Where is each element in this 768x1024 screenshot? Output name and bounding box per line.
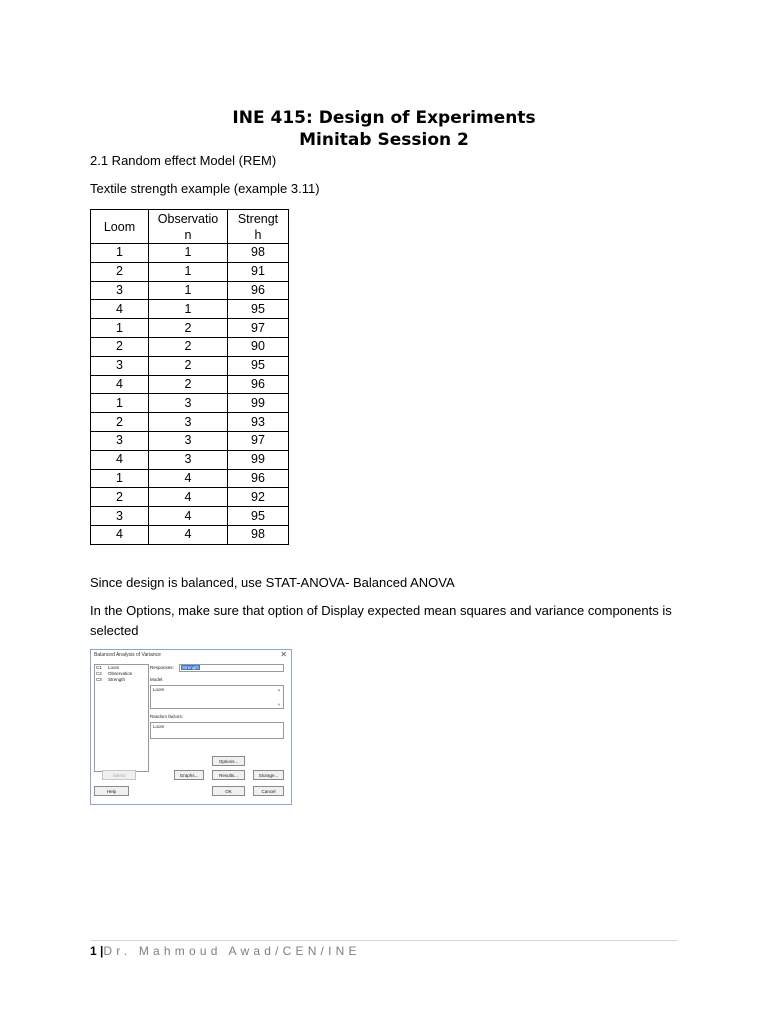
table-row	[91, 281, 289, 300]
close-icon: ✕	[280, 650, 287, 659]
model-label: Model:	[150, 677, 164, 682]
cell-strength: 98	[228, 525, 289, 544]
variable-name: Loom	[108, 665, 120, 670]
variable-name: Observation	[108, 671, 133, 676]
cell-strength: 95	[228, 300, 289, 319]
variable-col: C3	[96, 677, 102, 682]
model-value: Loom	[153, 687, 165, 692]
table-row	[91, 413, 289, 432]
cell-observation: 2	[149, 375, 228, 394]
cell-loom: 1	[91, 319, 149, 338]
footer-divider	[90, 940, 678, 941]
table-row	[91, 262, 289, 281]
cell-strength: 96	[228, 375, 289, 394]
header-loom: Loom	[91, 210, 149, 244]
cell-loom: 1	[91, 469, 149, 488]
cancel-button: Cancel	[253, 786, 284, 796]
model-field	[150, 685, 284, 709]
responses-label: Responses:	[150, 665, 174, 670]
cell-observation: 3	[149, 450, 228, 469]
instruction-anova: Since design is balanced, use STAT-ANOVA- Balanced ANOVA	[90, 575, 455, 590]
cell-observation: 4	[149, 525, 228, 544]
cell-observation: 2	[149, 337, 228, 356]
header-observation: Observatio n	[149, 210, 228, 244]
table-row	[91, 375, 289, 394]
page-footer	[90, 943, 361, 959]
cell-loom: 2	[91, 337, 149, 356]
random-factors-field	[150, 722, 284, 739]
table-row	[91, 431, 289, 450]
cell-loom: 4	[91, 525, 149, 544]
cell-observation: 3	[149, 394, 228, 413]
cell-observation: 4	[149, 488, 228, 507]
random-factors-label: Random factors:	[150, 714, 184, 719]
table-row	[91, 450, 289, 469]
table-row	[91, 507, 289, 526]
cell-observation: 1	[149, 300, 228, 319]
cell-loom: 3	[91, 507, 149, 526]
cell-observation: 1	[149, 262, 228, 281]
table-row	[91, 394, 289, 413]
responses-value: Strength	[182, 665, 200, 670]
cell-loom: 2	[91, 262, 149, 281]
cell-strength: 97	[228, 431, 289, 450]
variable-name: Strength	[108, 677, 126, 682]
variable-col: C1	[96, 665, 102, 670]
cell-strength: 98	[228, 244, 289, 263]
cell-strength: 95	[228, 356, 289, 375]
table-row	[91, 525, 289, 544]
document-subtitle: Minitab Session 2	[299, 130, 469, 150]
cell-observation: 4	[149, 469, 228, 488]
footer-separator: |	[100, 944, 104, 958]
data-table	[90, 209, 289, 545]
scroll-up-icon: ▲	[277, 687, 281, 692]
cell-observation: 2	[149, 356, 228, 375]
cell-loom: 2	[91, 413, 149, 432]
cell-loom: 4	[91, 300, 149, 319]
cell-observation: 3	[149, 413, 228, 432]
random-factors-value: Loom	[153, 724, 165, 729]
cell-strength: 95	[228, 507, 289, 526]
section-heading: 2.1 Random effect Model (REM)	[90, 153, 277, 168]
table-row	[91, 488, 289, 507]
table-row	[91, 337, 289, 356]
cell-loom: 2	[91, 488, 149, 507]
responses-field	[179, 664, 284, 672]
cell-strength: 97	[228, 319, 289, 338]
cell-loom: 4	[91, 375, 149, 394]
table-row	[91, 356, 289, 375]
cell-observation: 2	[149, 319, 228, 338]
cell-observation: 3	[149, 431, 228, 450]
example-text: Textile strength example (example 3.11)	[90, 181, 320, 196]
cell-strength: 96	[228, 469, 289, 488]
table-row	[91, 300, 289, 319]
table-row	[91, 469, 289, 488]
help-button: Help	[94, 786, 129, 796]
table-row	[91, 244, 289, 263]
dialog-title: Balanced Analysis of Variance	[94, 652, 161, 658]
cell-strength: 93	[228, 413, 289, 432]
graphs-button: Graphs...	[174, 770, 204, 780]
header-strength: Strengt h	[228, 210, 289, 244]
cell-strength: 92	[228, 488, 289, 507]
ok-button: OK	[212, 786, 245, 796]
cell-observation: 1	[149, 281, 228, 300]
balanced-anova-dialog-image	[90, 649, 292, 805]
cell-loom: 3	[91, 356, 149, 375]
variable-col: C2	[96, 671, 102, 676]
document-title: INE 415: Design of Experiments	[232, 108, 536, 128]
cell-loom: 4	[91, 450, 149, 469]
cell-strength: 99	[228, 450, 289, 469]
cell-strength: 90	[228, 337, 289, 356]
cell-strength: 91	[228, 262, 289, 281]
cell-loom: 1	[91, 244, 149, 263]
cell-loom: 3	[91, 431, 149, 450]
results-button: Results...	[212, 770, 245, 780]
instruction-options: In the Options, make sure that option of Display expected mean squares and variance components is selected	[90, 603, 672, 638]
cell-loom: 3	[91, 281, 149, 300]
table-row	[91, 319, 289, 338]
cell-strength: 96	[228, 281, 289, 300]
table-header-row	[91, 210, 289, 244]
variable-item	[95, 677, 148, 683]
cell-strength: 99	[228, 394, 289, 413]
table-body	[91, 244, 289, 545]
cell-observation: 4	[149, 507, 228, 526]
variable-list	[94, 664, 149, 772]
select-button: Select	[102, 770, 136, 780]
page-number: 1	[90, 944, 97, 958]
footer-author: Dr. Mahmoud Awad/CEN/INE	[103, 944, 361, 958]
cell-observation: 1	[149, 244, 228, 263]
options-button: Options...	[212, 756, 245, 766]
cell-loom: 1	[91, 394, 149, 413]
scroll-down-icon: ▼	[277, 702, 281, 707]
storage-button: Storage...	[253, 770, 284, 780]
